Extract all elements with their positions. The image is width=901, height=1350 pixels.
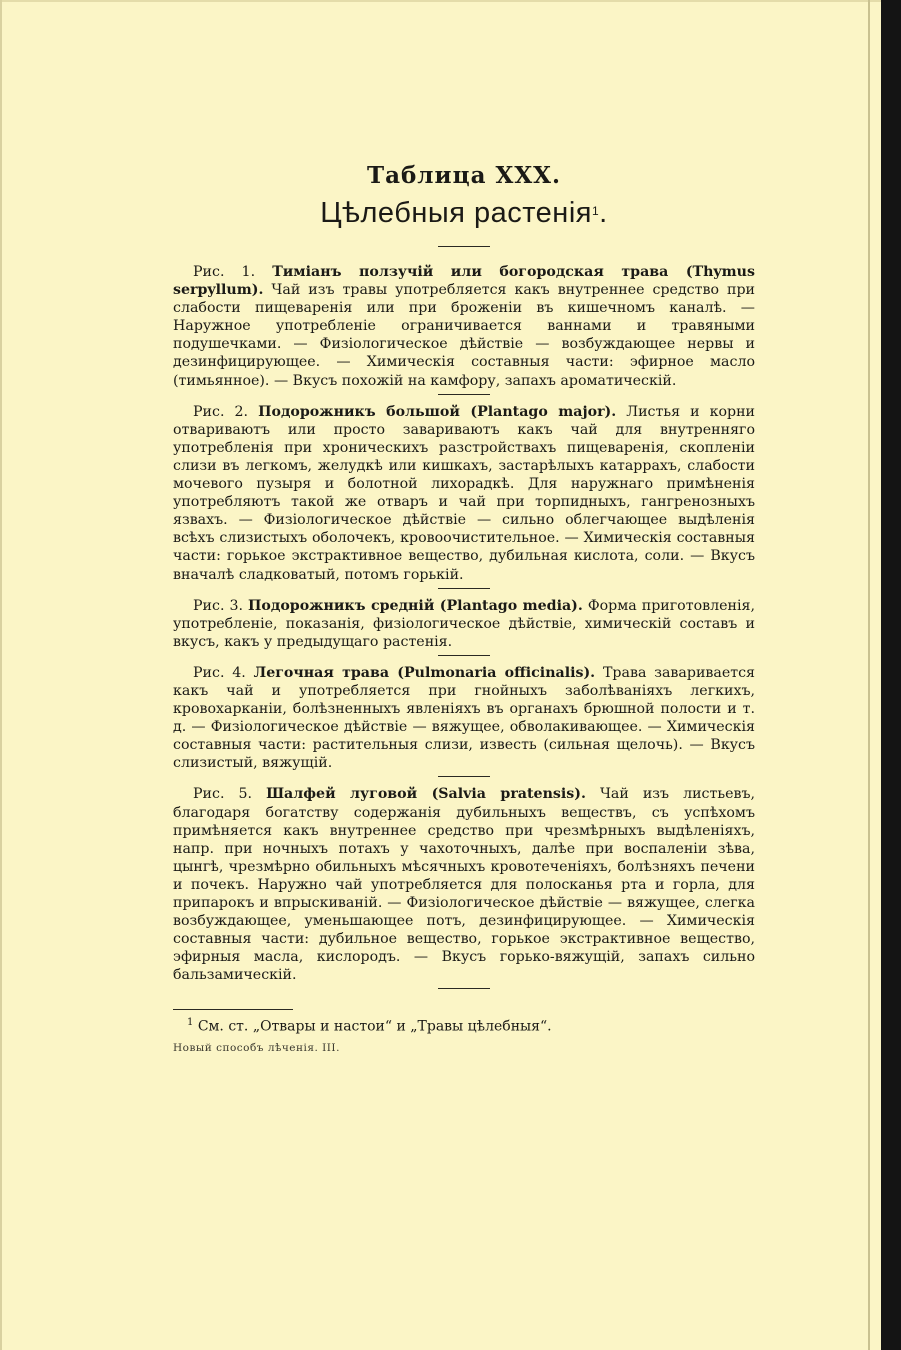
entry-fig-2: [173, 403, 755, 584]
footnote: [173, 1014, 755, 1036]
entry-text: Чай изъ травы употребляется какъ внутреннее средство при слабости пищеваренія или при броженіи въ кишечномъ каналѣ. — Наружное употребленіе ограничивается ваннами и травяными подушечками. — Физіологическое дѣйствіе — возбуждающее нервы и дезинфицирующее. — Химическія составныя части: эфирное масло (тимьянное). — Вкусъ похожій на камфору, запахъ ароматическій.: [173, 282, 755, 389]
entry-fig-label: Рис. 2.: [193, 403, 249, 420]
entry-plant-name: Подорожникъ средній (Plantago media).: [248, 597, 583, 614]
entry-fig-label: Рис. 4.: [193, 664, 246, 681]
entry-fig-label: Рис. 1.: [193, 264, 256, 280]
scan-border-right: [881, 0, 901, 1350]
entry-divider: [438, 588, 490, 589]
footnote-mark: 1: [187, 1017, 194, 1029]
page-top-edge: [0, 0, 881, 2]
entry-fig-label: Рис. 5.: [193, 786, 253, 803]
entry-divider: [438, 988, 490, 989]
entry-plant-name: Тиміанъ ползучій или богородская трава (Thymus serpyllum).: [173, 264, 755, 299]
entry-text: Чай изъ листьевъ, благодаря богатству содержанія дубильныхъ веществъ, съ успѣхомъ примѣняется какъ внутреннее средство при чрезмѣрныхъ выдѣленіяхъ, напр. при ночныхъ потахъ у чахоточныхъ, далѣе при воспаленіи зѣва, цынгѣ, чрезмѣрно обильныхъ мѣсячныхъ кровотеченіяхъ, болѣзняхъ печени и почекъ. Наружно чай употребляется для полосканья рта и горла, для припарокъ и впрыскиваній. — Физіологическое дѣйствіе — вяжущее, слегка возбуждающее, уменьшающее потъ, дезинфицирующее. — Химическія составныя части: дубильное вещество, горькое экстрактивное вещество, эфирныя масла, кислородъ. — Вкусъ горько-вяжущій, запахъ сильно бальзамическій.: [173, 786, 755, 984]
footnote-reference[interactable]: 1: [591, 204, 600, 218]
binding-fold-line: [868, 0, 870, 1350]
entry-text: Листья и корни отвариваютъ или просто завариваютъ какъ чай для внутренняго употребленія при хроническихъ разстройствахъ пищеваренія, скопленіи слизи въ легкомъ, желудкѣ или кишкахъ, застарѣлыхъ катаррахъ, слабости мочевого пузыря и болотной лихорадкѣ. Для наружнаго примѣненія употребляютъ такой же отваръ и чай при торпидныхъ, гангренозныхъ язвахъ. — Физіологическое дѣйствіе — сильно облегчающее выдѣленія всѣхъ слизистыхъ оболочекъ, кровоочистительное. — Химическія составныя части: горькое экстрактивное вещество, дубильная кислота, соли. — Вкусъ вначалѣ сладковатый, потомъ горькій.: [173, 403, 755, 583]
entry-plant-name: Подорожникъ большой (Plantago major).: [258, 403, 617, 420]
entry-fig-4: [173, 664, 755, 773]
page-content: [173, 160, 755, 1056]
entry-plant-name: Шалфей луговой (Salvia pratensis).: [266, 786, 586, 803]
entry-divider: [438, 655, 490, 656]
entry-divider: [438, 776, 490, 777]
entry-plant-name: Легочная трава (Pulmonaria officinalis).: [253, 664, 596, 681]
page-subtitle: Цѣлебныя растенія$^1$.: [320, 197, 608, 229]
entry-fig-label: Рис. 3.: [193, 597, 244, 614]
entry-fig-3: [173, 597, 755, 651]
printer-signature: Новый способъ лѣченія. III.: [173, 1042, 340, 1055]
entry-text: Форма приготовленія, употребленіе, показанія, физіологическое дѣйствіе, химическій составъ и вкусъ, какъ у предыдущаго растенія.: [173, 597, 755, 650]
entry-fig-5: [173, 785, 755, 984]
entry-divider: [438, 394, 490, 395]
title-divider: [438, 246, 490, 247]
entry-text: Трава заваривается какъ чай и употребляется при гнойныхъ заболѣваніяхъ легкихъ, кровохарканіи, болѣзненныхъ явленіяхъ въ органахъ брюшной полости и т. д. — Физіологическое дѣйствіе — вяжущее, обволакивающее. — Химическія составныя части: растительныя слизи, известь (сильная щелочь). — Вкусъ слизистый, вяжущій.: [173, 664, 755, 772]
page-left-edge: [0, 0, 2, 1350]
footnote-text: См. ст. „Отвары и настои“ и „Травы цѣлебныя“.: [197, 1019, 552, 1036]
footnote-divider: [173, 1009, 293, 1010]
entry-fig-1: [173, 263, 755, 390]
page-title: Таблица XXX.: [366, 162, 562, 189]
subtitle-text: Цѣлебныя растенія: [320, 197, 592, 229]
